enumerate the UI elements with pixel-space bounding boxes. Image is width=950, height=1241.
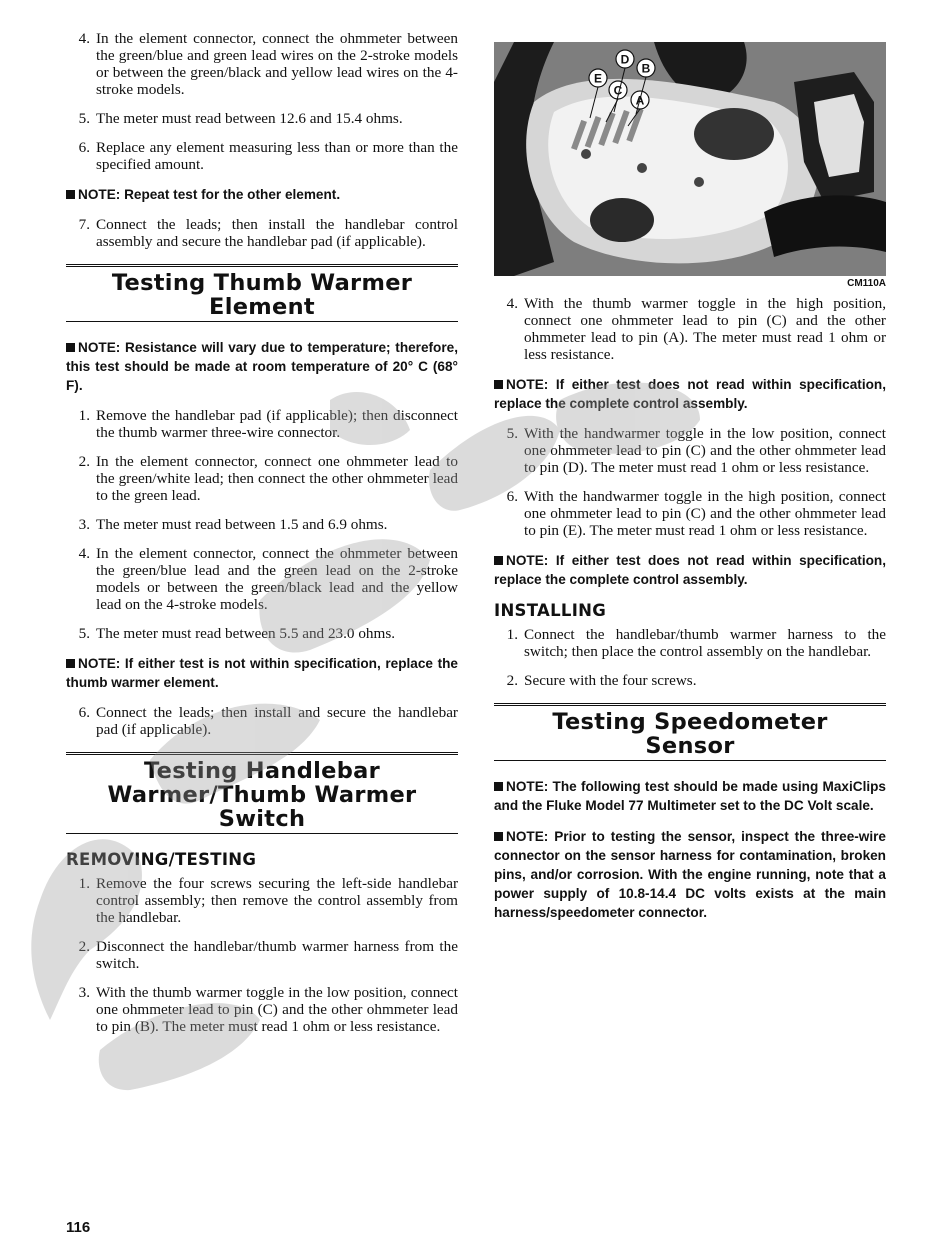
photo-illustration: [494, 42, 886, 276]
list-item: [66, 110, 458, 127]
step-number: 5.: [78, 110, 90, 127]
subheading-removing-testing: REMOVING/TESTING: [66, 850, 257, 869]
heading-line: Testing Thumb Warmer: [111, 270, 413, 296]
page-number: 116: [66, 1219, 91, 1236]
step-text: In the element connector, connect the ohmmeter between the green/blue and green lead wires on the 2-stroke models or between the green/black and yellow lead wires on the 4-stroke models.: [96, 30, 458, 98]
list-item: [66, 984, 458, 1035]
list-item: [66, 139, 458, 173]
heading-line: Testing Speedometer: [552, 709, 828, 735]
left-column: [66, 30, 458, 1047]
note: NOTE: If either test does not read within specification, replace the complete control assembly.: [494, 377, 886, 411]
note: NOTE: If either test is not within specification, replace the thumb warmer element.: [66, 656, 458, 690]
step-text: Connect the leads; then install the handlebar control assembly and secure the handlebar pad (if applicable).: [96, 216, 458, 250]
list-item: [494, 295, 886, 363]
subheading-installing: INSTALLING: [494, 601, 607, 620]
list-item: [66, 875, 458, 926]
step-number: 4.: [506, 295, 518, 312]
list-item: [66, 704, 458, 738]
note: NOTE: Prior to testing the sensor, inspect the three-wire connector on the sensor harness for contamination, broken pins, and/or corrosion. With the engine running, note that a power supply of 10.8-14.4 DC volts exists at the main harness/speedometer connector.: [494, 829, 886, 920]
heading-line: Switch: [218, 806, 306, 832]
note: NOTE: If either test does not read within specification, replace the complete control assembly.: [494, 553, 886, 587]
procedure-list: [494, 425, 886, 539]
step-number: 5.: [506, 425, 518, 442]
procedure-list: [66, 30, 458, 173]
section-heading-switch: [66, 752, 458, 834]
heading-line: Element: [209, 294, 315, 320]
note: NOTE: The following test should be made using MaxiClips and the Fluke Model 77 Multimeter set to the DC Volt scale.: [494, 779, 886, 813]
step-text: With the thumb warmer toggle in the high position, connect one ohmmeter lead to pin (C) and the other ohmmeter lead to pin (A). The meter must read 1 ohm or less resistance.: [524, 295, 886, 363]
pin-label-a: A: [635, 93, 645, 108]
step-number: 7.: [78, 216, 90, 233]
note-square-icon: [66, 343, 75, 352]
list-item: [494, 626, 886, 660]
procedure-list: [66, 704, 458, 738]
list-item: [494, 672, 886, 689]
list-item: [494, 425, 886, 476]
step-number: 6.: [78, 139, 90, 156]
procedure-list: [66, 216, 458, 250]
step-text: Connect the handlebar/thumb warmer harness to the switch; then place the control assembly on the handlebar.: [524, 626, 886, 660]
step-text: Secure with the four screws.: [524, 672, 697, 689]
note: NOTE: Repeat test for the other element.: [66, 185, 458, 204]
procedure-list: [494, 295, 886, 363]
note-square-icon: [494, 380, 503, 389]
pin-label-b: B: [641, 61, 651, 76]
step-number: 2.: [78, 453, 90, 470]
list-item: [66, 625, 458, 642]
step-text: Replace any element measuring less than or more than the specified amount.: [96, 139, 458, 173]
step-number: 4.: [78, 30, 90, 47]
step-text: With the handwarmer toggle in the low position, connect one ohmmeter lead to pin (C) and the other ohmmeter lead to pin (D). The meter must read 1 ohm or less resistance.: [524, 425, 886, 476]
step-text: With the handwarmer toggle in the high position, connect one ohmmeter lead to pin (C) and the other ohmmeter lead to pin (E). The meter must read 1 ohm or less resistance.: [524, 488, 886, 539]
step-number: 4.: [78, 545, 90, 562]
step-number: 5.: [78, 625, 90, 642]
section-heading-speedometer: [494, 703, 886, 761]
list-item: [494, 488, 886, 539]
list-item: [66, 516, 458, 533]
step-number: 1.: [78, 407, 90, 424]
pin-label-c: C: [613, 83, 623, 98]
note-square-icon: [66, 190, 75, 199]
note-square-icon: [494, 556, 503, 565]
pin-label-e: E: [593, 71, 603, 86]
note-square-icon: [494, 832, 503, 841]
step-number: 2.: [506, 672, 518, 689]
pin-label-d: D: [620, 52, 630, 67]
step-number: 1.: [78, 875, 90, 892]
step-text: Disconnect the handlebar/thumb warmer harness from the switch.: [96, 938, 458, 972]
list-item: [66, 407, 458, 441]
step-text: With the thumb warmer toggle in the low position, connect one ohmmeter lead to pin (C) and the other ohmmeter lead to pin (B). The meter must read 1 ohm or less resistance.: [96, 984, 458, 1035]
step-text: The meter must read between 5.5 and 23.0 ohms.: [96, 625, 396, 642]
heading-line: Sensor: [645, 733, 735, 759]
list-item: [66, 30, 458, 98]
heading-text: [494, 710, 886, 758]
step-text: The meter must read between 1.5 and 6.9 ohms.: [96, 516, 388, 533]
step-text: Remove the handlebar pad (if applicable); then disconnect the thumb warmer three-wire connector.: [96, 407, 458, 441]
step-text: The meter must read between 12.6 and 15.4 ohms.: [96, 110, 403, 127]
photo-caption: CM110A: [847, 278, 886, 289]
procedure-list: [66, 875, 458, 1035]
step-number: 6.: [78, 704, 90, 721]
step-number: 2.: [78, 938, 90, 955]
step-number: 3.: [78, 984, 90, 1001]
step-text: In the element connector, connect one ohmmeter lead to the green/white lead; then connect the other ohmmeter lead to the green lead.: [96, 453, 458, 504]
heading-line: Testing Handlebar: [143, 758, 381, 784]
note: NOTE: Resistance will vary due to temperature; therefore, this test should be made at room temperature of 20° C (68° F).: [66, 340, 458, 393]
list-item: [66, 545, 458, 613]
list-item: [66, 216, 458, 250]
heading-text: [66, 271, 458, 319]
section-heading-thumb-warmer: [66, 264, 458, 322]
step-number: 1.: [506, 626, 518, 643]
right-column: [494, 30, 886, 934]
step-text: Connect the leads; then install and secure the handlebar pad (if applicable).: [96, 704, 458, 738]
note-square-icon: [494, 782, 503, 791]
heading-text: [66, 759, 458, 831]
note-square-icon: [66, 659, 75, 668]
control-assembly-photo: [494, 42, 886, 276]
step-number: 3.: [78, 516, 90, 533]
step-number: 6.: [506, 488, 518, 505]
procedure-list: [66, 407, 458, 642]
list-item: [66, 938, 458, 972]
heading-line: Warmer/Thumb Warmer: [107, 782, 417, 808]
step-text: In the element connector, connect the ohmmeter between the green/blue lead and the green lead on the 2-stroke models or between the green/black lead and the yellow lead on the 4-stroke models.: [96, 545, 458, 613]
step-text: Remove the four screws securing the left-side handlebar control assembly; then remove the control assembly from the handlebar.: [96, 875, 458, 926]
list-item: [66, 453, 458, 504]
procedure-list: [494, 626, 886, 689]
